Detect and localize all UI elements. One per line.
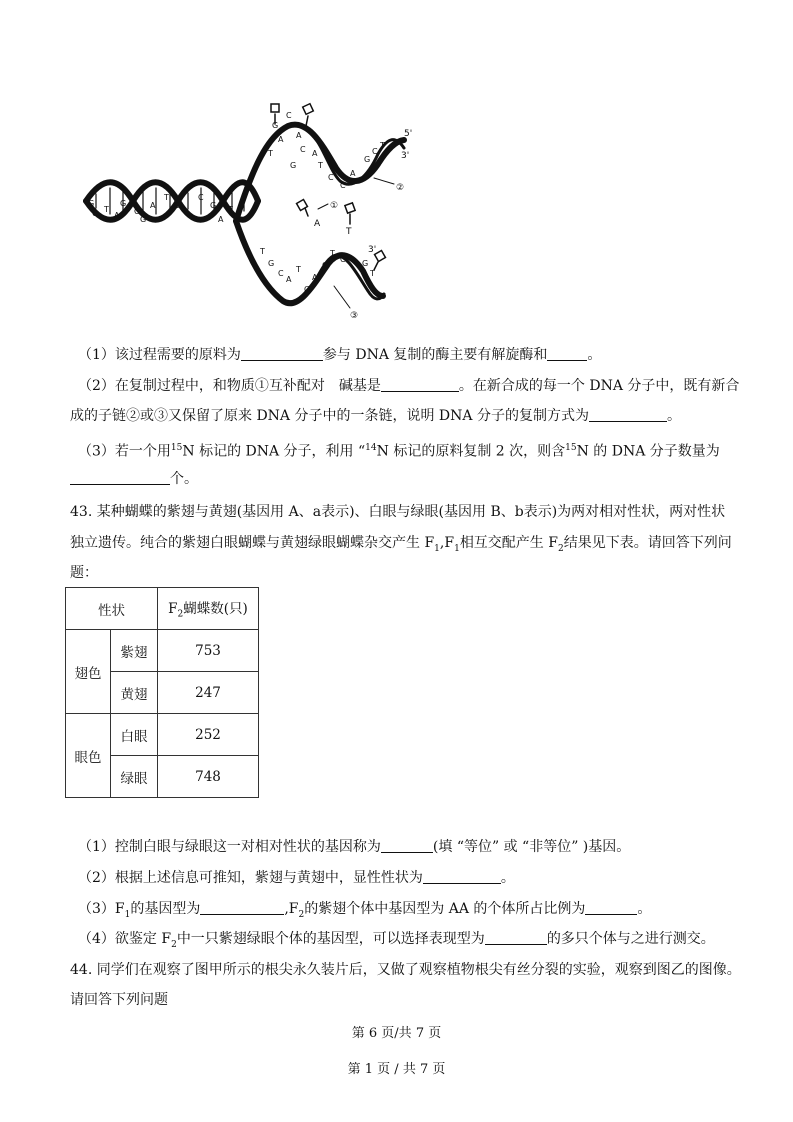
q42-part1-text-a: （1）该过程需要的原料为 xyxy=(78,347,241,363)
q43-intro2-a: 独立遗传。纯合的紫翅白眼蝴蝶与黄翅绿眼蝴蝶杂交产生 F xyxy=(70,535,435,551)
q44-line2: 请回答下列问题 xyxy=(70,992,168,1008)
base-letter: C xyxy=(372,147,378,156)
table-row xyxy=(66,714,259,756)
q43-part4-sub1: 2 xyxy=(171,939,177,950)
dna-replication-figure xyxy=(78,96,418,326)
q42-part2-line2-text-a: 成的子链②或③又保留了原来 DNA 分子中的一条链，说明 DNA 分子的复制方式为 xyxy=(70,408,589,424)
table-count-cell: 748 xyxy=(158,756,259,798)
q43-part1-text-b: (填 “等位” 或 “非等位” )基因。 xyxy=(432,839,631,855)
end-label-bottom: 3' xyxy=(368,245,377,255)
table-row xyxy=(66,630,259,672)
table-count-cell: 247 xyxy=(158,672,259,714)
q42-part3-line2 xyxy=(70,469,198,489)
q43-part3-text-d: 的紫翅个体中基因型为 AA 的个体所占比例为 xyxy=(304,901,586,917)
q43-intro-line3: 题： xyxy=(70,565,98,581)
q43-part4-text-a: （4）欲鉴定 F xyxy=(78,931,172,947)
q42-part2-blank-2[interactable] xyxy=(589,407,667,422)
marker-3-label: ③ xyxy=(350,311,359,321)
base-letter: G xyxy=(362,259,369,268)
q43-part2-text-b: 。 xyxy=(500,870,515,886)
q43-part3-blank-2[interactable] xyxy=(585,900,637,915)
base-letter: A xyxy=(350,169,356,178)
q42-part1-text-b: 参与 DNA 复制的酶主要有解旋酶和 xyxy=(322,347,548,363)
q43-part2-blank[interactable] xyxy=(423,869,501,884)
base-letter: T xyxy=(268,149,273,158)
q42-part2-line2-text-b: 。 xyxy=(666,408,681,424)
base-letter: A xyxy=(286,275,292,284)
parental-strand-upper xyxy=(236,125,404,221)
base-letter: G xyxy=(140,215,147,224)
free-base-label-2: T xyxy=(346,227,352,237)
table-header-trait: 性状 xyxy=(66,588,158,630)
base-letter: A xyxy=(150,201,156,210)
base-letter: C xyxy=(340,181,346,190)
base-letter: A xyxy=(312,273,318,282)
q43-part2 xyxy=(78,868,515,888)
q42-part3-text-b: N 标记的 DNA 分子，利用 “ xyxy=(182,443,366,460)
q43-part3-sub1: 1 xyxy=(124,909,131,920)
base-letter: G xyxy=(272,121,279,130)
base-letter: C xyxy=(92,209,98,218)
base-letter: G xyxy=(364,155,371,164)
q42-part1-blank-1[interactable] xyxy=(241,346,323,361)
q43-part1-blank[interactable] xyxy=(381,838,433,853)
base-letter: G xyxy=(120,199,127,208)
q43-part1 xyxy=(78,837,630,857)
table-trait-cell: 黄翅 xyxy=(111,672,158,714)
table-group-label: 眼色 xyxy=(66,714,111,798)
base-letter: T xyxy=(296,265,301,274)
q43-part4-blank[interactable] xyxy=(485,930,547,945)
q42-part3-sup-1: 15 xyxy=(170,443,183,453)
marker-1-label: ① xyxy=(330,201,339,211)
q42-part2-text-b: 。在新合成的每一个 DNA 分子中，既有新合 xyxy=(458,378,740,394)
table-trait-cell: 绿眼 xyxy=(111,756,158,798)
free-base-label-1: A xyxy=(314,219,321,229)
q42-part3-blank[interactable] xyxy=(70,470,170,485)
table-count-cell: 753 xyxy=(158,630,259,672)
base-letter: G xyxy=(268,259,275,268)
base-letter: T xyxy=(380,141,385,150)
q43-part1-text-a: （1）控制白眼与绿眼这一对相对性状的基因称为 xyxy=(78,839,381,855)
base-letter: C xyxy=(174,201,180,210)
base-letter: G xyxy=(88,199,95,208)
q43-intro2-sub1: 1 xyxy=(434,543,440,554)
base-letter: A xyxy=(312,149,318,158)
table-header-row xyxy=(66,588,259,630)
q43-intro-line2 xyxy=(70,533,732,559)
q42-part3-text-d: N 的 DNA 分子数量为 xyxy=(576,443,720,460)
q42-part3-text-c: N 标记的原料复制 2 次，则含 xyxy=(376,443,566,460)
base-letter: G xyxy=(210,201,217,210)
table-header-count: $F_2$蝴蝶数(只) xyxy=(158,588,259,630)
q43-intro2-sub3: 2 xyxy=(557,543,564,554)
q42-part2-line1 xyxy=(78,376,739,396)
table-trait-cell: 紫翅 xyxy=(111,630,158,672)
q43-part2-text-a: （2）根据上述信息可推知，紫翅与黄翅中，显性性状为 xyxy=(78,870,423,886)
q43-intro2-sub2: 1 xyxy=(454,543,460,554)
base-letter: A xyxy=(218,215,224,224)
base-letter: C xyxy=(328,173,334,182)
q44-line1: 44. 同学们在观察了图甲所示的根尖永久装片后，又做了观察植物根尖有丝分裂的实验，观察到图乙的图像。 xyxy=(70,962,741,978)
q43-intro2-e: 相互交配产生 F xyxy=(459,535,558,551)
q42-part1 xyxy=(78,345,601,365)
q43-part3-blank-1[interactable] xyxy=(200,900,284,915)
q42-part3-line2-text: 个。 xyxy=(170,471,198,487)
base-letter: T xyxy=(164,193,169,202)
base-letter: C xyxy=(322,261,328,270)
base-letter: C xyxy=(286,111,292,120)
q43-part4-text-c: 的多只个体与之进行测交。 xyxy=(546,931,715,947)
daughter-strand-2 xyxy=(313,136,404,184)
base-letter: T xyxy=(370,269,375,278)
q42-part3-sup-3: 15 xyxy=(565,443,577,453)
base-letter: T xyxy=(104,205,109,214)
q42-part1-blank-2[interactable] xyxy=(547,346,587,361)
q43-part4-text-b: 中一只紫翅绿眼个体的基因型，可以选择表现型为 xyxy=(176,931,485,947)
marker-2-label: ② xyxy=(396,183,405,193)
base-letter: G xyxy=(290,161,297,170)
q43-part4 xyxy=(78,929,715,955)
base-letter: A xyxy=(278,135,284,144)
q42-part2-line2 xyxy=(70,406,681,426)
base-letter: C xyxy=(340,255,346,264)
end-label-top: 5' xyxy=(404,129,413,139)
q42-part2-text-a: （2）在复制过程中，和物质①互补配对 碱基是 xyxy=(78,378,381,394)
q43-intro2-g: 结果见下表。请回答下列问 xyxy=(563,535,732,551)
trait-count-table xyxy=(65,587,259,798)
table-group-label: 翅色 xyxy=(66,630,111,714)
base-letter: T xyxy=(228,205,233,214)
q42-part3-sup-2: 14 xyxy=(365,443,377,453)
q43-part3-text-b: 的基因型为 xyxy=(130,901,201,917)
table-trait-cell: 白眼 xyxy=(111,714,158,756)
q43-part3-text-c: ,F xyxy=(284,901,299,917)
base-letter: G xyxy=(304,285,311,294)
base-letter: A xyxy=(114,211,120,220)
end-label-mid: 3' xyxy=(401,151,410,161)
q43-intro-line1: 43. 某种蝴蝶的紫翅与黄翅(基因用 A、a表示)、白眼与绿眼(基因用 B、b表示)为两对相对性状，两对性状 xyxy=(70,504,726,520)
outer-page-footer: 第 1 页 / 共 7 页 xyxy=(347,1062,446,1077)
q42-part3-text-a: （3）若一个用 xyxy=(78,443,171,460)
base-letter: A xyxy=(296,131,302,140)
base-letter: C xyxy=(198,193,204,202)
q43-part3-text-a: （3）F xyxy=(78,901,125,917)
q42-part1-text-c: 。 xyxy=(587,347,602,363)
table-count-cell: 252 xyxy=(158,714,259,756)
inner-page-footer: 第 6 页/共 7 页 xyxy=(351,1026,442,1041)
base-letter: T xyxy=(318,161,323,170)
q43-intro2-c: ,F xyxy=(439,535,455,551)
base-letter: C xyxy=(300,145,306,154)
q43-part3-text-e: 。 xyxy=(637,901,652,917)
base-letter: T xyxy=(260,247,265,256)
base-letter: C xyxy=(278,269,284,278)
q43-part3 xyxy=(78,899,651,925)
base-letter: C xyxy=(134,207,140,216)
q42-part2-blank-1[interactable] xyxy=(381,377,459,392)
q42-part3-line1 xyxy=(78,438,720,462)
q43-part3-sub2: 2 xyxy=(298,909,305,920)
base-letter: T xyxy=(330,249,335,258)
